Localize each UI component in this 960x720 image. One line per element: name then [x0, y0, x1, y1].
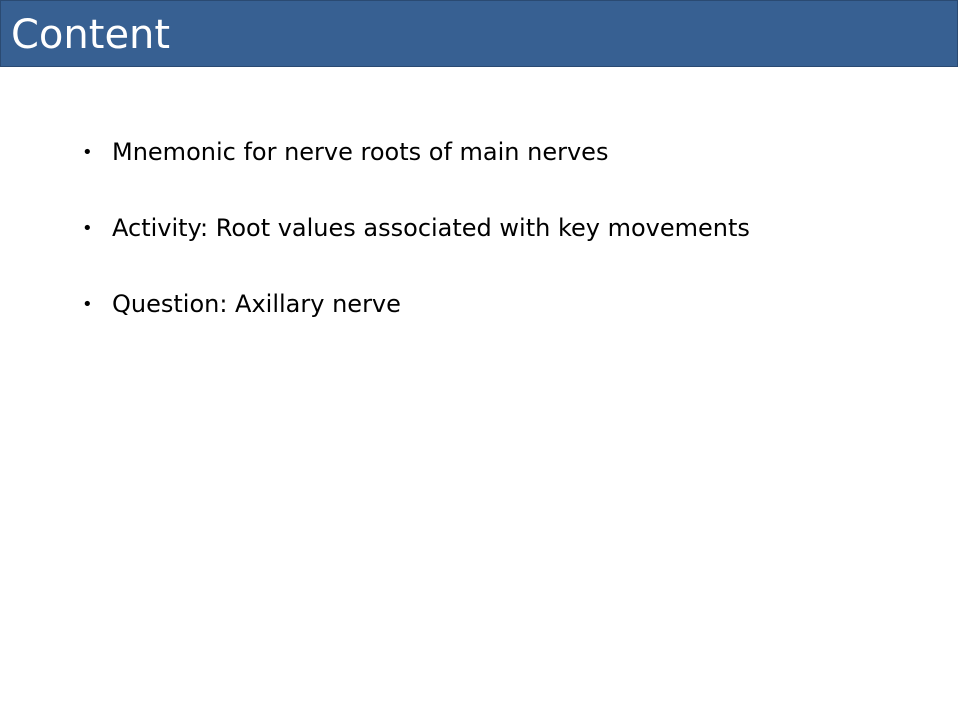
- bullet-marker: •: [82, 294, 93, 315]
- bullet-list: [82, 136, 922, 364]
- bullet-text: Mnemonic for nerve roots of main nerves: [112, 138, 609, 166]
- bullet-marker: •: [82, 142, 93, 163]
- slide-title: Content: [11, 12, 171, 58]
- bullet-item: [82, 136, 922, 212]
- bullet-text: Question: Axillary nerve: [112, 290, 401, 318]
- bullet-item: [82, 288, 922, 364]
- bullet-item: [82, 212, 922, 288]
- bullet-text: Activity: Root values associated with key movements: [112, 214, 750, 242]
- title-bar: [0, 0, 958, 67]
- bullet-marker: •: [82, 218, 93, 239]
